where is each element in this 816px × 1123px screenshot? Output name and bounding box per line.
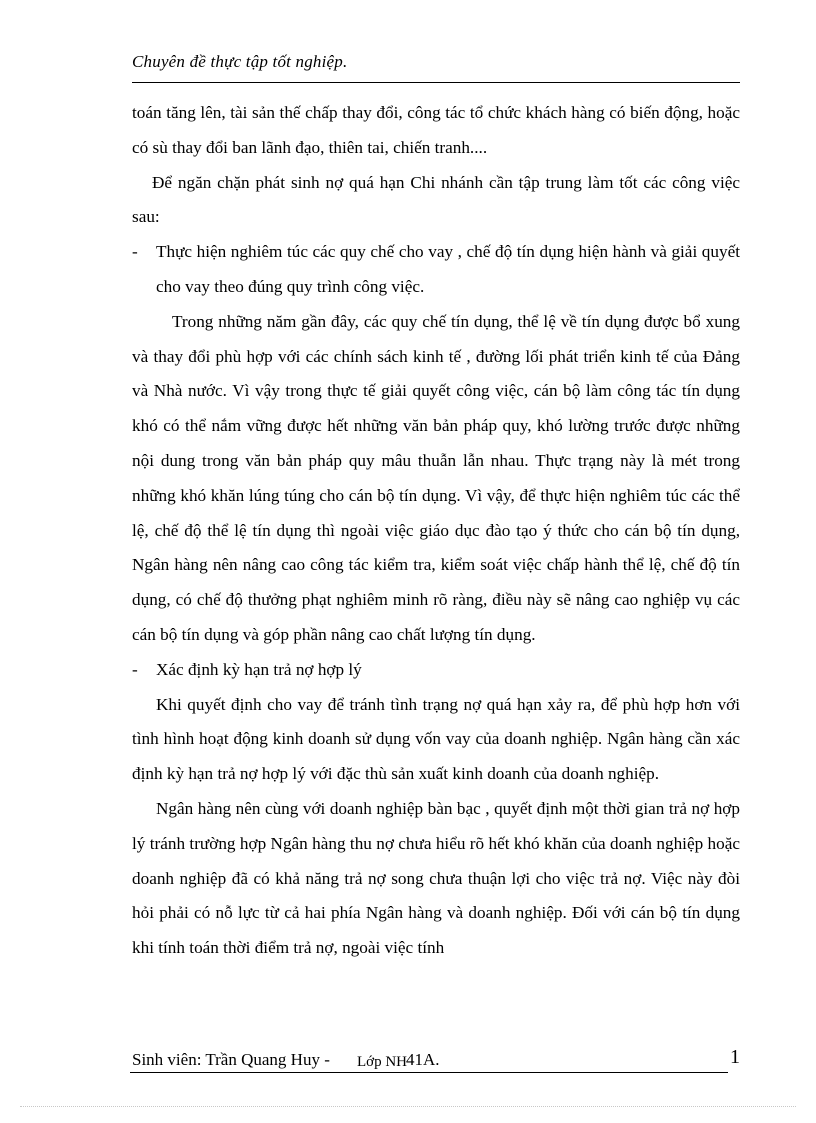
bullet-dash: - bbox=[132, 659, 138, 679]
footer-class-number: 41A. bbox=[406, 1050, 440, 1069]
page-number: 1 bbox=[730, 1046, 740, 1068]
paragraph-intro: Để ngăn chặn phát sinh nợ quá hạn Chi nhánh cần tập trung làm tốt các công việc sau: bbox=[132, 172, 740, 227]
bullet-item bbox=[132, 653, 740, 688]
header-title: Chuyên đề thực tập tốt nghiệp. bbox=[132, 52, 348, 71]
footer-rule bbox=[130, 1072, 728, 1073]
bullet-text: Xác định kỳ hạn trả nợ hợp lý bbox=[156, 659, 362, 679]
paragraph-continuation: toán tăng lên, tài sản thế chấp thay đổi, công tác tổ chức khách hàng có biến động, hoặc có sù thay đổi ban lãnh đạo, thiên tai, chiến tranh.... bbox=[132, 103, 740, 157]
bullet-text: Thực hiện nghiêm túc các quy chế cho vay , chế độ tín dụng hiện hành và giải quyết cho vay theo đúng quy trình công việc. bbox=[156, 242, 740, 296]
document-body bbox=[132, 96, 740, 966]
footer-class-label: Lớp NH bbox=[357, 1054, 408, 1070]
paragraph-repayment: Ngân hàng nên cùng với doanh nghiệp bàn bạc , quyết định một thời gian trả nợ hợp lý tránh trường hợp Ngân hàng thu nợ chưa hiểu rõ hết khó khăn của doanh nghiệp hoặc doanh nghiệp đã có khả năng trả nợ song chưa thuận lợi cho việc trả nợ. Việc này đòi hỏi phải có nỗ lực từ cả hai phía Ngân hàng và doanh nghiệp. Đối với cán bộ tín dụng khi tính toán thời điểm trả nợ, ngoài việc tính bbox=[132, 798, 740, 958]
page-header bbox=[132, 50, 740, 83]
page-bottom-border bbox=[20, 1106, 796, 1107]
paragraph-loan-decision: Khi quyết định cho vay để tránh tình trạng nợ quá hạn xảy ra, để phù hợp hơn với tình hình hoạt động kinh doanh sử dụng vốn vay của doanh nghiệp. Ngân hàng cần xác định kỳ hạn trả nợ hợp lý với đặc thù sản xuất kinh doanh của doanh nghiệp. bbox=[132, 694, 740, 784]
bullet-item bbox=[132, 235, 740, 305]
paragraph-regulations: Trong những năm gần đây, các quy chế tín dụng, thể lệ về tín dụng được bổ xung và thay đổi phù hợp với các chính sách kinh tế , đường lối phát triển kinh tế của Đảng và Nhà nước. Vì vậy trong thực tế giải quyết công việc, cán bộ làm công tác tín dụng khó có thể nắm vững được hết những văn bản pháp quy, khó lường trước được những nội dung trong văn bản pháp quy mâu thuẫn lẫn nhau. Thực trạng này là mét trong những khó khăn lúng túng cho cán bộ tín dụng. Vì vậy, để thực hiện nghiêm túc các thể lệ, chế độ thể lệ tín dụng thì ngoài việc giáo dục đào tạo ý thức cho cán bộ tín dụng, Ngân hàng nên nâng cao công tác kiểm tra, kiểm soát việc chấp hành thể lệ, chế độ tín dụng, có chế độ thưởng phạt nghiêm minh rõ ràng, điều này sẽ nâng cao nghiệp vụ các cán bộ tín dụng và góp phần nâng cao chất lượng tín dụng. bbox=[132, 311, 740, 644]
footer-student: Sinh viên: Trần Quang Huy - bbox=[132, 1050, 330, 1069]
bullet-dash: - bbox=[132, 242, 138, 262]
page-footer bbox=[130, 1046, 740, 1072]
